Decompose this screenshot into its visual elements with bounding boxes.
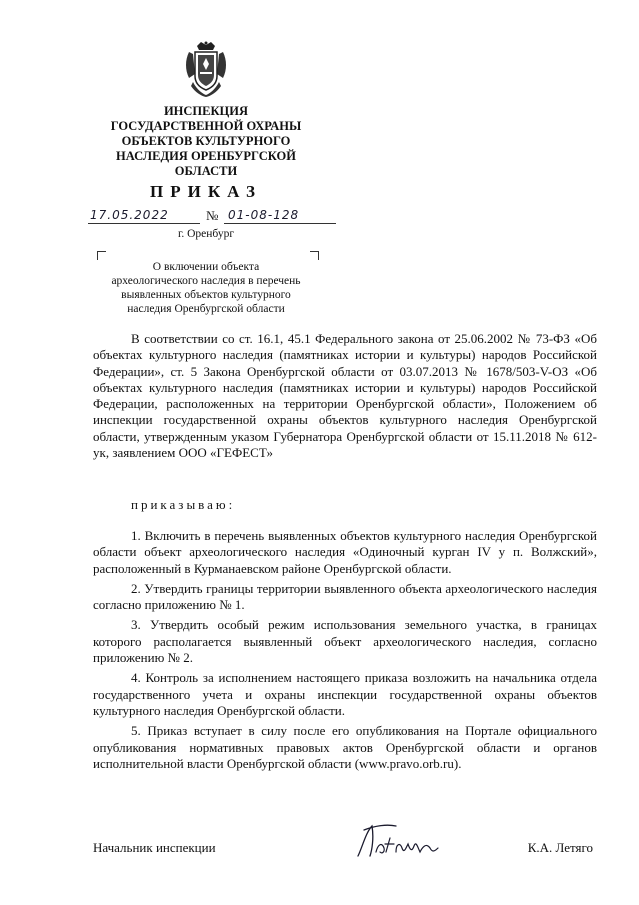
signer-position: Начальник инспекции: [93, 840, 216, 855]
order-item-4: 4. Контроль за исполнением настоящего приказа возложить на начальника отдела государственного учета и охраны инспекции государственной охраны объектов культурного наследия Оренбургской области.: [93, 670, 597, 718]
date-number-line: [88, 208, 338, 226]
signer-name: К.А. Летяго: [527, 840, 593, 855]
document-type-title: ПРИКАЗ: [150, 182, 262, 201]
org-line: ОБЪЕКТОВ КУЛЬТУРНОГО: [121, 134, 291, 148]
order-item-2: 2. Утвердить границы территории выявленного объекта археологического наследия согласно приложению № 1.: [93, 580, 597, 613]
order-date: 17.05.2022: [90, 208, 169, 222]
oblast-coat-of-arms-icon: [183, 40, 229, 98]
order-items: [93, 528, 597, 776]
signature-row: [93, 840, 597, 860]
number-underline: [224, 223, 336, 224]
org-line: ИНСПЕКЦИЯ: [163, 104, 249, 118]
order-item-1: 1. Включить в перечень выявленных объектов культурного наследия Оренбургской области объект археологического наследия «Одиночный курган IV у п. Волжский», расположенный в Курманаевском районе Оренбургской области.: [93, 528, 597, 576]
subject-line: О включении объекта: [152, 261, 260, 273]
order-number: 01-08-128: [228, 208, 300, 222]
order-item-5: 5. Приказ вступает в силу после его опубликования на Портале официального опубликования нормативных правовых актов Оренбургской области и органов исполнительной власти Оренбургской области (www.pravo.orb.ru).: [93, 723, 597, 771]
org-line: ОБЛАСТИ: [174, 164, 238, 178]
city-line: г. Оренбург: [177, 228, 235, 240]
org-line: ГОСУДАРСТВЕННОЙ ОХРАНЫ: [110, 119, 302, 133]
org-line: НАСЛЕДИЯ ОРЕНБУРГСКОЙ: [115, 149, 297, 163]
subject-bracket-right: [310, 251, 319, 260]
subject-line: наследия Оренбургской области: [127, 303, 285, 315]
order-subject: [90, 260, 322, 316]
number-sign: №: [206, 208, 219, 223]
orders-word: приказываю:: [131, 497, 236, 512]
organization-name: [78, 104, 334, 179]
preamble-block: [93, 331, 597, 461]
subject-line: выявленных объектов культурного: [121, 289, 291, 301]
date-underline: [88, 223, 200, 224]
subject-bracket-left: [97, 251, 106, 260]
preamble-paragraph: В соответствии со ст. 16.1, 45.1 Федерального закона от 25.06.2002 № 73-ФЗ «Об объектах культурного наследия (памятниках истории и культуры) народов Российской Федерации», ст. 5 Закона Оренбургской области от 03.07.2013 № 1678/503-V-ОЗ «Об объектах культурного наследия (памятниках истории и культуры) народов Российской Федерации, расположенных на территории Оренбургской области», Положением об инспекции государственной охраны объектов культурного наследия Оренбургской области, утвержденным указом Губернатора Оренбургской области от 15.11.2018 № 612-ук, заявлением ООО «ГЕФЕСТ»: [93, 331, 597, 461]
order-item-3: 3. Утвердить особый режим использования земельного участка, в границах которого располагается выявленный объект археологического наследия, согласно приложению № 2.: [93, 617, 597, 666]
subject-line: археологического наследия в перечень: [111, 275, 301, 287]
